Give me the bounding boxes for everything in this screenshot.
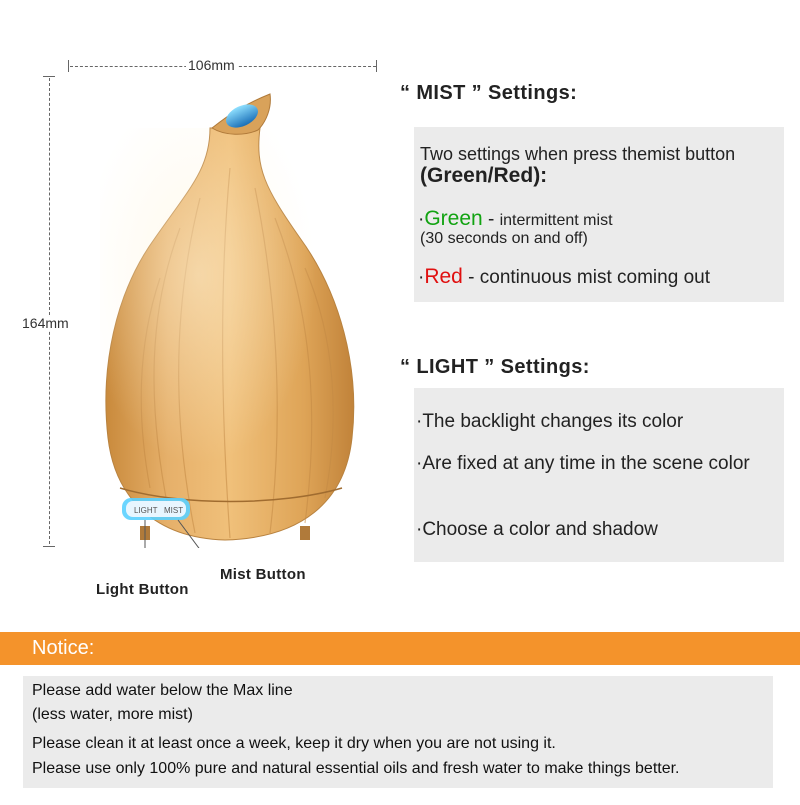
width-dimension — [68, 57, 380, 75]
height-dimension — [40, 76, 60, 548]
mist-settings-panel — [414, 127, 784, 302]
green-mode-desc: intermittent mist — [499, 212, 613, 229]
mist-settings-title: “ MIST ” Settings: — [400, 82, 578, 104]
notice-line-2: (less water, more mist) — [32, 706, 193, 723]
notice-bar — [0, 632, 800, 665]
height-label: 164mm — [22, 315, 69, 331]
mist-red-item: ·Red - continuous mist coming out — [418, 265, 710, 288]
mist-button-label: MIST — [164, 506, 184, 515]
mist-button-callout: Mist Button — [220, 566, 306, 583]
light-settings-panel — [414, 388, 784, 562]
mist-green-item: ·Green - intermittent mist — [418, 207, 613, 230]
red-mode-desc: continuous mist coming out — [479, 267, 710, 288]
light-button-callout: Light Button — [96, 581, 189, 598]
mist-modes-label: (Green/Red): — [420, 164, 548, 187]
red-mode-name: Red — [424, 265, 463, 288]
width-label: 106mm — [188, 57, 235, 73]
notice-line-3: Please clean it at least once a week, keep it dry when you are not using it. — [32, 735, 556, 752]
mist-intro: Two settings when press themist button — [420, 144, 736, 164]
notice-line-1: Please add water below the Max line — [32, 682, 293, 699]
notice-title: Notice: — [32, 637, 95, 659]
light-item-1: ·The backlight changes its color — [416, 411, 684, 432]
notice-line-4: Please use only 100% pure and natural essential oils and fresh water to make things better. — [32, 760, 680, 777]
light-settings-title: “ LIGHT ” Settings: — [400, 356, 590, 378]
green-mode-note: (30 seconds on and off) — [420, 230, 588, 247]
diffuser-image — [60, 78, 390, 548]
diffuser-illustration — [60, 78, 390, 548]
light-item-3: ·Choose a color and shadow — [416, 519, 658, 540]
green-mode-name: Green — [424, 207, 483, 230]
light-item-2: ·Are fixed at any time in the scene color — [416, 453, 750, 474]
light-button-label: LIGHT — [134, 506, 158, 515]
